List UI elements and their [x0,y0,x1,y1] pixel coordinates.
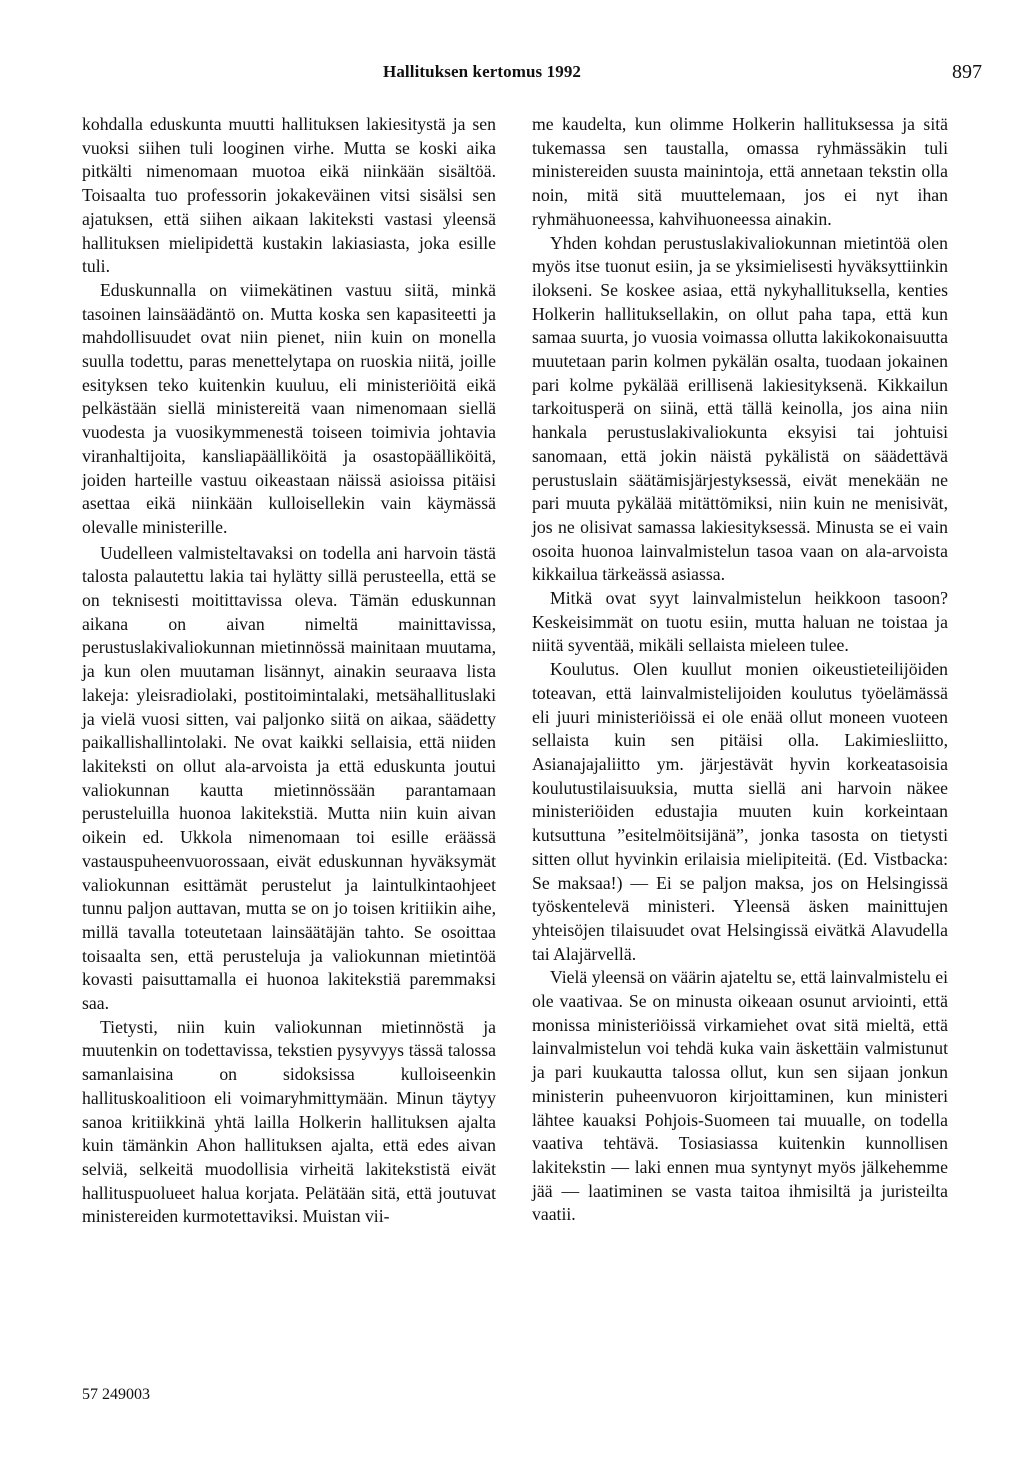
running-header [0,62,1024,88]
paragraph: Vielä yleensä on väärin ajateltu se, että lainvalmistelu ei ole vaativaa. Se on minusta oikeaan osunut arviointi, että monissa ministeriöissä virkamiehet ovat sitä mieltä, että lainvalmistelun voi tehdä kuka vain äskettäin valmistunut ja pari kuukautta talossa ollut, kun sen sijaan jonkun ministerin puheenvuoron kirjoittaminen, kun ministeri lähtee kauaksi Pohjois-Suomeen tai muualle, on todella vaativa tehtävä. Tosiasiassa kuitenkin kunnollisen lakitekstin — laki ennen mua syntynyt myös jälkehemme jää — laatiminen se vasta taitoa ihmisiltä ja juristeilta vaatii. [532,967,948,1225]
paragraph: Tietysti, niin kuin valiokunnan mietinnöstä ja muutenkin on todettavissa, tekstien pysyvyys tässä talossa samanlaisina on sidoksissa kulloiseenkin hallituskoalitioon eli voimaryhmittymään. Minun täytyy sanoa kritiikkinä yhtä lailla Holkerin hallituksen ajalta kuin tämänkin Ahon hallituksen ajalta, että edes aivan selviä, selkeitä muodollisia virheitä lakitekstistä eivät hallituspuolueet halua korjata. Pelätään sitä, että joutuvat ministereiden kurmotettaviksi. Muistan vii- [82,1016,496,1227]
paragraph: kohdalla eduskunta muutti hallituksen lakiesitystä ja sen vuoksi siihen tuli looginen virhe. Mutta se koski aika pitkälti nimenomaan muotoa eikä niinkään sisältöä. Toisaalta tuo professorin jokakeväinen vitsi sisälsi sen ajatuksen, että siihen aikaan lakiteksti vastasi yleensä hallituksen mielipidettä kustakin lakiasiasta, joka esille tuli. [82,114,496,277]
left-column [82,113,496,1229]
paragraph: Mitkä ovat syyt lainvalmistelun heikkoon tasoon? Keskeisimmät on tuotu esiin, mutta haluan ne toistaa ja niitä syventää, mikäli sellaista mieleen tulee. [532,588,948,656]
right-column [532,113,948,1227]
paragraph: Koulutus. Olen kuullut monien oikeustieteilijöiden toteavan, että lainvalmistelijoiden koulutus työelämässä eli juuri ministeriöissä ei ole enää ollut moneen vuoteen sellaista kuin sen pitäisi olla. Lakimiesliitto, Asianajajaliitto ym. järjestävät hyvin korkeatasoisia koulutustilaisuuksia, mutta siellä ani harvoin näkee ministeriöiden edustajia muuten kuin korkeintaan kutsuttuna ”esitelmöitsijänä”, jonka tasosta on tietysti sitten ollut hyvinkin erilaisia mielipiteitä. (Ed. Vistbacka: Se maksaa!) — Ei se paljon maksa, jos on Helsingissä työskentelevä ministeri. Yleensä äsken mainittujen yhteisöjen tilaisuudet ovat Helsingissä eivätkä Alavudella tai Alajärvellä. [532,659,948,964]
paragraph: me kaudelta, kun olimme Holkerin hallituksessa ja sitä tukemassa sen taustalla, omassa ryhmässäkin tuli ministereiden suusta mainintoja, että annetaan tekstin olla noin, mitä sitä muuttelemaan, jos ei nyt ihan ryhmähuoneessa, kahvihuoneessa ainakin. [532,114,948,229]
paragraph: Yhden kohdan perustuslakivaliokunnan mietintöä olen myös itse tuonut esiin, ja se yksimielisesti hyväksyttiinkin ilokseni. Se koskee asiaa, että nykyhallituksella, kenties Holkerin hallituksellakin, on ollut paha tapa, että kun samaa suurta, jo vuosia voimassa ollutta lakikokonaisuutta muutetaan parin kolmen pykälän osalta, tuodaan jokainen pari kolme pykälää erillisenä lakiesityksenä. Kikkailun tarkoitusperä on siinä, että tällä keinolla, jos aina niin hankala perustuslakivaliokunta eksyisi tai johtuisi sanomaan, että jokin näistä pykälistä on säädettävä perustuslain säätämisjärjestyksessä, eivät menekään ne pari muuta pykälää mitättömiksi, niin kuin ne menisivät, jos ne olisivat samassa lakiesityksessä. Minusta se ei vain osoita huonoa lainvalmistelun tasoa vaan on ala-arvoista kikkailua tärkeässä asiassa. [532,232,948,585]
page-number: 897 [952,61,982,83]
running-title: Hallituksen kertomus 1992 [383,62,582,81]
paragraph: Uudelleen valmisteltavaksi on todella ani harvoin tästä talosta palautettu lakia tai hylätty sillä perusteella, että se on teknisesti moitittavissa oleva. Tämän eduskunnan aikana on aivan nimeltä mainittavissa, perustuslakivaliokunnan mietinnössä mainitaan muutama, ja kun olen muutaman lisännyt, ainakin seuraava lista lakeja: yleisradiolaki, postitoimintalaki, metsähallituslaki ja vielä vuosi sitten, vai paljonko siitä on aikaa, säädetty paikallishallintolaki. Ne ovat kaikki sellaisia, että niiden lakiteksti on ollut ala-arvoista ja että eduskunta joutui valiokunnan kautta mietinnössään parantamaan perusteluilla huonoa lakitekstiä. Mutta niin kuin aivan oikein ed. Ukkola nimenomaan toi esille eräässä vastauspuheenvuorossaan, eivät eduskunnan hyväksymät valiokunnan esittämät perustelut ja laintulkintaohjeet tunnu paljon auttavan, mutta se on jo toisen kritiikin aihe, millä tavalla toteutetaan lainsäätäjän tahto. Se osoittaa toisaalta sen, että perusteluja ja valiokunnan mietintöä kovasti paisuttamalla ei huonoa lakitekstiä paremmaksi saa. [82,542,496,1014]
print-code: 57 249003 [82,1386,150,1403]
paragraph: Eduskunnalla on viimekätinen vastuu siitä, minkä tasoinen lainsäädäntö on. Mutta koska sen kapasiteetti ja mahdollisuudet ovat niin pienet, niin kuin on monella suulla todettu, paras menettelytapa on ruoskia niitä, joille esityksen teko kuitenkin kuuluu, eli ministeriöitä eikä pelkästään siellä ministereitä vaan nimenomaan siellä vuodesta ja vuosikymmenestä toiseen toimivia johtavia viranhaltijoita, kansliapäälliköitä ja osastopäälliköitä, joiden harteille vastuu oikeastaan näissä asioissa pitäisi asettaa eikä niinkään kulloisellekin vain käymässä olevalle ministerille. [82,279,496,537]
